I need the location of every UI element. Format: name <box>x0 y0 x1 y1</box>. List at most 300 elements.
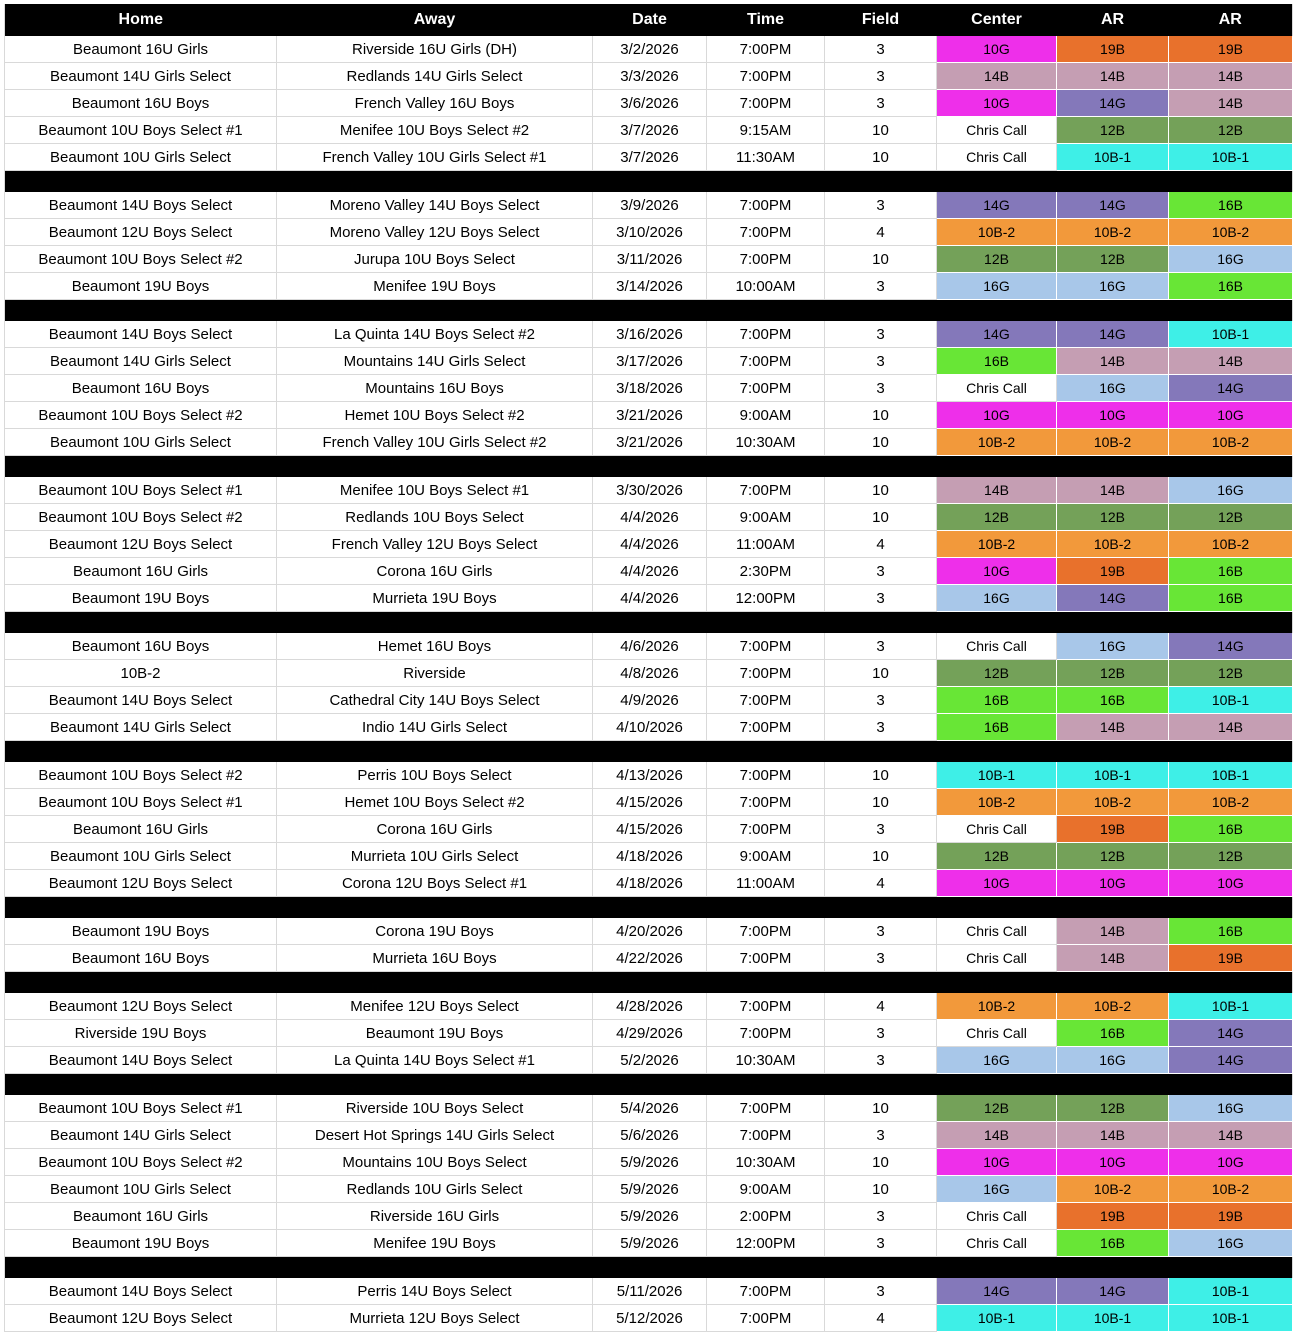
ar2-cell: 10B-2 <box>1169 531 1293 558</box>
ar1-cell: 14B <box>1057 945 1169 972</box>
field-cell: 10 <box>825 402 937 429</box>
field-cell: 10 <box>825 429 937 456</box>
home-cell: Beaumont 14U Boys Select <box>5 1278 277 1305</box>
away-cell: Mountains 14U Girls Select <box>277 348 593 375</box>
ar2-cell: 16B <box>1169 192 1293 219</box>
column-header-field: Field <box>825 4 937 36</box>
away-cell: Menifee 19U Boys <box>277 273 593 300</box>
date-cell: 5/9/2026 <box>593 1149 707 1176</box>
ar2-cell: 10B-1 <box>1169 321 1293 348</box>
ar1-cell: 16G <box>1057 375 1169 402</box>
schedule-row <box>5 1176 1293 1203</box>
ar1-cell: 12B <box>1057 246 1169 273</box>
section-separator-bar <box>5 897 1293 919</box>
time-cell: 10:30AM <box>707 1047 825 1074</box>
away-cell: Beaumont 19U Boys <box>277 1020 593 1047</box>
date-cell: 5/6/2026 <box>593 1122 707 1149</box>
ar1-cell: 14G <box>1057 192 1169 219</box>
home-cell: Beaumont 16U Girls <box>5 816 277 843</box>
center-cell: 16G <box>937 1047 1057 1074</box>
away-cell: Hemet 10U Boys Select #2 <box>277 789 593 816</box>
center-cell: 16G <box>937 1176 1057 1203</box>
time-cell: 7:00PM <box>707 714 825 741</box>
schedule-row <box>5 660 1293 687</box>
schedule-row <box>5 36 1293 63</box>
away-cell: Murrieta 19U Boys <box>277 585 593 612</box>
ar2-cell: 19B <box>1169 945 1293 972</box>
field-cell: 4 <box>825 1305 937 1332</box>
home-cell: Beaumont 16U Boys <box>5 945 277 972</box>
time-cell: 7:00PM <box>707 1305 825 1332</box>
field-cell: 3 <box>825 63 937 90</box>
time-cell: 7:00PM <box>707 789 825 816</box>
center-cell: 16G <box>937 273 1057 300</box>
home-cell: Beaumont 10U Boys Select #2 <box>5 246 277 273</box>
center-cell: 10G <box>937 36 1057 63</box>
home-cell: Beaumont 10U Girls Select <box>5 144 277 171</box>
schedule-row <box>5 192 1293 219</box>
time-cell: 9:00AM <box>707 843 825 870</box>
away-cell: Menifee 10U Boys Select #1 <box>277 477 593 504</box>
field-cell: 3 <box>825 375 937 402</box>
schedule-row <box>5 273 1293 300</box>
ar1-cell: 19B <box>1057 36 1169 63</box>
away-cell: Corona 19U Boys <box>277 918 593 945</box>
date-cell: 4/6/2026 <box>593 633 707 660</box>
ar1-cell: 14G <box>1057 321 1169 348</box>
schedule-row <box>5 816 1293 843</box>
schedule-row <box>5 1305 1293 1332</box>
time-cell: 7:00PM <box>707 945 825 972</box>
schedule-row <box>5 687 1293 714</box>
section-separator <box>5 1257 1293 1279</box>
ar1-cell: 12B <box>1057 660 1169 687</box>
ar1-cell: 10B-2 <box>1057 789 1169 816</box>
field-cell: 3 <box>825 585 937 612</box>
ar2-cell: 10B-2 <box>1169 429 1293 456</box>
home-cell: Beaumont 12U Boys Select <box>5 219 277 246</box>
ar2-cell: 14B <box>1169 63 1293 90</box>
away-cell: Redlands 10U Boys Select <box>277 504 593 531</box>
ar2-cell: 14B <box>1169 348 1293 375</box>
ar1-cell: 10B-2 <box>1057 531 1169 558</box>
schedule-row <box>5 246 1293 273</box>
section-separator-bar <box>5 456 1293 478</box>
section-separator <box>5 741 1293 763</box>
center-cell: 12B <box>937 246 1057 273</box>
home-cell: Beaumont 10U Boys Select #2 <box>5 504 277 531</box>
column-header-ar-1: AR <box>1057 4 1169 36</box>
ar2-cell: 10B-1 <box>1169 993 1293 1020</box>
home-cell: Beaumont 10U Boys Select #1 <box>5 477 277 504</box>
field-cell: 10 <box>825 246 937 273</box>
ar1-cell: 19B <box>1057 1203 1169 1230</box>
ar1-cell: 16G <box>1057 633 1169 660</box>
schedule-row <box>5 1047 1293 1074</box>
away-cell: Moreno Valley 12U Boys Select <box>277 219 593 246</box>
field-cell: 3 <box>825 1122 937 1149</box>
schedule-row <box>5 531 1293 558</box>
schedule-row <box>5 558 1293 585</box>
column-header-date: Date <box>593 4 707 36</box>
section-separator-bar <box>5 1074 1293 1096</box>
section-separator-bar <box>5 972 1293 994</box>
ar1-cell: 10B-2 <box>1057 429 1169 456</box>
home-cell: Beaumont 10U Boys Select #1 <box>5 117 277 144</box>
away-cell: Jurupa 10U Boys Select <box>277 246 593 273</box>
section-separator-bar <box>5 171 1293 193</box>
schedule-row <box>5 477 1293 504</box>
away-cell: French Valley 10U Girls Select #2 <box>277 429 593 456</box>
center-cell: 10G <box>937 402 1057 429</box>
time-cell: 7:00PM <box>707 219 825 246</box>
date-cell: 3/21/2026 <box>593 402 707 429</box>
ar2-cell: 14B <box>1169 1122 1293 1149</box>
time-cell: 7:00PM <box>707 321 825 348</box>
center-cell: 14B <box>937 1122 1057 1149</box>
ar1-cell: 16G <box>1057 273 1169 300</box>
time-cell: 7:00PM <box>707 816 825 843</box>
ar1-cell: 14B <box>1057 348 1169 375</box>
field-cell: 3 <box>825 816 937 843</box>
field-cell: 10 <box>825 1095 937 1122</box>
schedule-row <box>5 1230 1293 1257</box>
time-cell: 10:30AM <box>707 429 825 456</box>
field-cell: 3 <box>825 945 937 972</box>
field-cell: 10 <box>825 504 937 531</box>
schedule-row <box>5 1203 1293 1230</box>
time-cell: 9:00AM <box>707 402 825 429</box>
header-row <box>5 4 1293 36</box>
center-cell: Chris Call <box>937 144 1057 171</box>
date-cell: 4/13/2026 <box>593 762 707 789</box>
schedule-row <box>5 321 1293 348</box>
schedule-row <box>5 870 1293 897</box>
time-cell: 7:00PM <box>707 633 825 660</box>
time-cell: 11:00AM <box>707 870 825 897</box>
time-cell: 9:00AM <box>707 1176 825 1203</box>
schedule-row <box>5 1122 1293 1149</box>
center-cell: 10B-2 <box>937 531 1057 558</box>
home-cell: Beaumont 14U Boys Select <box>5 1047 277 1074</box>
center-cell: 12B <box>937 843 1057 870</box>
date-cell: 5/9/2026 <box>593 1230 707 1257</box>
ar1-cell: 10B-1 <box>1057 1305 1169 1332</box>
time-cell: 7:00PM <box>707 1020 825 1047</box>
date-cell: 4/22/2026 <box>593 945 707 972</box>
ar1-cell: 14G <box>1057 1278 1169 1305</box>
date-cell: 3/16/2026 <box>593 321 707 348</box>
column-header-center: Center <box>937 4 1057 36</box>
home-cell: Beaumont 12U Boys Select <box>5 531 277 558</box>
ar2-cell: 10B-1 <box>1169 762 1293 789</box>
section-separator <box>5 612 1293 634</box>
away-cell: Corona 16U Girls <box>277 816 593 843</box>
schedule-row <box>5 144 1293 171</box>
time-cell: 7:00PM <box>707 1122 825 1149</box>
schedule-table-header <box>5 4 1293 36</box>
section-separator <box>5 300 1293 322</box>
date-cell: 3/11/2026 <box>593 246 707 273</box>
ar1-cell: 12B <box>1057 1095 1169 1122</box>
time-cell: 2:30PM <box>707 558 825 585</box>
center-cell: 10G <box>937 90 1057 117</box>
ar2-cell: 16B <box>1169 585 1293 612</box>
date-cell: 4/28/2026 <box>593 993 707 1020</box>
field-cell: 3 <box>825 273 937 300</box>
home-cell: Beaumont 10U Boys Select #2 <box>5 762 277 789</box>
away-cell: Murrieta 12U Boys Select <box>277 1305 593 1332</box>
ar2-cell: 10B-1 <box>1169 1278 1293 1305</box>
schedule-row <box>5 633 1293 660</box>
center-cell: Chris Call <box>937 375 1057 402</box>
ar2-cell: 12B <box>1169 660 1293 687</box>
time-cell: 7:00PM <box>707 993 825 1020</box>
ar2-cell: 19B <box>1169 36 1293 63</box>
field-cell: 4 <box>825 870 937 897</box>
column-header-ar-2: AR <box>1169 4 1293 36</box>
date-cell: 3/2/2026 <box>593 36 707 63</box>
ar2-cell: 10G <box>1169 1149 1293 1176</box>
away-cell: Menifee 19U Boys <box>277 1230 593 1257</box>
center-cell: Chris Call <box>937 1020 1057 1047</box>
home-cell: 10B-2 <box>5 660 277 687</box>
away-cell: La Quinta 14U Boys Select #2 <box>277 321 593 348</box>
center-cell: 16B <box>937 348 1057 375</box>
time-cell: 11:30AM <box>707 144 825 171</box>
ar2-cell: 16G <box>1169 477 1293 504</box>
field-cell: 10 <box>825 1149 937 1176</box>
ar1-cell: 14B <box>1057 918 1169 945</box>
away-cell: Murrieta 16U Boys <box>277 945 593 972</box>
ar2-cell: 14G <box>1169 633 1293 660</box>
field-cell: 10 <box>825 762 937 789</box>
ar2-cell: 16B <box>1169 558 1293 585</box>
ar1-cell: 14G <box>1057 90 1169 117</box>
ar1-cell: 16G <box>1057 1047 1169 1074</box>
ar1-cell: 12B <box>1057 843 1169 870</box>
schedule-row <box>5 762 1293 789</box>
ar1-cell: 19B <box>1057 558 1169 585</box>
schedule-row <box>5 843 1293 870</box>
time-cell: 7:00PM <box>707 348 825 375</box>
center-cell: 12B <box>937 660 1057 687</box>
schedule-row <box>5 504 1293 531</box>
schedule-row <box>5 1149 1293 1176</box>
time-cell: 7:00PM <box>707 36 825 63</box>
ar2-cell: 16G <box>1169 1230 1293 1257</box>
section-separator <box>5 456 1293 478</box>
field-cell: 10 <box>825 477 937 504</box>
ar2-cell: 12B <box>1169 843 1293 870</box>
center-cell: 10B-1 <box>937 1305 1057 1332</box>
time-cell: 7:00PM <box>707 90 825 117</box>
ar1-cell: 14B <box>1057 477 1169 504</box>
ar1-cell: 10B-2 <box>1057 993 1169 1020</box>
schedule-row <box>5 348 1293 375</box>
date-cell: 4/29/2026 <box>593 1020 707 1047</box>
away-cell: Cathedral City 14U Boys Select <box>277 687 593 714</box>
away-cell: Menifee 10U Boys Select #2 <box>277 117 593 144</box>
date-cell: 5/4/2026 <box>593 1095 707 1122</box>
center-cell: 10B-1 <box>937 762 1057 789</box>
ar2-cell: 12B <box>1169 504 1293 531</box>
home-cell: Beaumont 10U Girls Select <box>5 843 277 870</box>
field-cell: 10 <box>825 1176 937 1203</box>
date-cell: 3/3/2026 <box>593 63 707 90</box>
home-cell: Beaumont 16U Boys <box>5 633 277 660</box>
ar2-cell: 14B <box>1169 90 1293 117</box>
home-cell: Beaumont 10U Boys Select #1 <box>5 1095 277 1122</box>
ar2-cell: 16B <box>1169 918 1293 945</box>
home-cell: Beaumont 12U Boys Select <box>5 870 277 897</box>
time-cell: 7:00PM <box>707 63 825 90</box>
ar1-cell: 10B-1 <box>1057 762 1169 789</box>
away-cell: Redlands 14U Girls Select <box>277 63 593 90</box>
time-cell: 10:00AM <box>707 273 825 300</box>
center-cell: 14B <box>937 63 1057 90</box>
home-cell: Beaumont 10U Girls Select <box>5 1176 277 1203</box>
field-cell: 10 <box>825 843 937 870</box>
date-cell: 3/7/2026 <box>593 117 707 144</box>
date-cell: 3/10/2026 <box>593 219 707 246</box>
schedule-row <box>5 918 1293 945</box>
home-cell: Beaumont 19U Boys <box>5 585 277 612</box>
date-cell: 3/30/2026 <box>593 477 707 504</box>
field-cell: 3 <box>825 36 937 63</box>
schedule-row <box>5 1278 1293 1305</box>
ar2-cell: 16G <box>1169 1095 1293 1122</box>
column-header-away: Away <box>277 4 593 36</box>
section-separator <box>5 1074 1293 1096</box>
time-cell: 7:00PM <box>707 762 825 789</box>
center-cell: 10G <box>937 558 1057 585</box>
time-cell: 7:00PM <box>707 687 825 714</box>
schedule-row <box>5 1095 1293 1122</box>
column-header-time: Time <box>707 4 825 36</box>
schedule-table-body <box>5 36 1293 1332</box>
date-cell: 4/8/2026 <box>593 660 707 687</box>
ar1-cell: 10B-2 <box>1057 219 1169 246</box>
center-cell: 14G <box>937 1278 1057 1305</box>
ar2-cell: 14G <box>1169 1020 1293 1047</box>
date-cell: 3/6/2026 <box>593 90 707 117</box>
time-cell: 7:00PM <box>707 246 825 273</box>
away-cell: French Valley 10U Girls Select #1 <box>277 144 593 171</box>
ar2-cell: 10G <box>1169 402 1293 429</box>
center-cell: 10B-2 <box>937 993 1057 1020</box>
schedule-row <box>5 993 1293 1020</box>
home-cell: Beaumont 10U Boys Select #1 <box>5 789 277 816</box>
ar1-cell: 14B <box>1057 714 1169 741</box>
away-cell: Perris 10U Boys Select <box>277 762 593 789</box>
ar2-cell: 10B-2 <box>1169 1176 1293 1203</box>
field-cell: 4 <box>825 993 937 1020</box>
field-cell: 3 <box>825 1230 937 1257</box>
field-cell: 3 <box>825 348 937 375</box>
center-cell: 10G <box>937 1149 1057 1176</box>
ar1-cell: 19B <box>1057 816 1169 843</box>
ar2-cell: 10B-2 <box>1169 219 1293 246</box>
time-cell: 7:00PM <box>707 1278 825 1305</box>
date-cell: 5/2/2026 <box>593 1047 707 1074</box>
date-cell: 4/9/2026 <box>593 687 707 714</box>
time-cell: 7:00PM <box>707 1095 825 1122</box>
ar1-cell: 10G <box>1057 870 1169 897</box>
away-cell: Riverside 16U Girls <box>277 1203 593 1230</box>
section-separator-bar <box>5 300 1293 322</box>
ar2-cell: 19B <box>1169 1203 1293 1230</box>
date-cell: 4/18/2026 <box>593 843 707 870</box>
date-cell: 3/17/2026 <box>593 348 707 375</box>
schedule-row <box>5 90 1293 117</box>
time-cell: 11:00AM <box>707 531 825 558</box>
section-separator <box>5 897 1293 919</box>
center-cell: Chris Call <box>937 117 1057 144</box>
field-cell: 3 <box>825 1278 937 1305</box>
date-cell: 3/7/2026 <box>593 144 707 171</box>
column-header-home: Home <box>5 4 277 36</box>
away-cell: Perris 14U Boys Select <box>277 1278 593 1305</box>
ar2-cell: 14G <box>1169 375 1293 402</box>
away-cell: Riverside 10U Boys Select <box>277 1095 593 1122</box>
date-cell: 4/4/2026 <box>593 558 707 585</box>
ar1-cell: 10G <box>1057 1149 1169 1176</box>
ar1-cell: 16B <box>1057 1020 1169 1047</box>
ar1-cell: 16B <box>1057 687 1169 714</box>
date-cell: 3/14/2026 <box>593 273 707 300</box>
field-cell: 3 <box>825 1203 937 1230</box>
away-cell: Menifee 12U Boys Select <box>277 993 593 1020</box>
ar1-cell: 10B-1 <box>1057 144 1169 171</box>
field-cell: 10 <box>825 789 937 816</box>
ar1-cell: 12B <box>1057 504 1169 531</box>
time-cell: 9:15AM <box>707 117 825 144</box>
center-cell: Chris Call <box>937 1203 1057 1230</box>
ar2-cell: 14B <box>1169 714 1293 741</box>
home-cell: Beaumont 10U Girls Select <box>5 429 277 456</box>
home-cell: Beaumont 12U Boys Select <box>5 993 277 1020</box>
center-cell: 12B <box>937 1095 1057 1122</box>
center-cell: 16B <box>937 714 1057 741</box>
home-cell: Beaumont 14U Girls Select <box>5 348 277 375</box>
ar2-cell: 16B <box>1169 273 1293 300</box>
home-cell: Beaumont 14U Girls Select <box>5 714 277 741</box>
away-cell: Mountains 10U Boys Select <box>277 1149 593 1176</box>
ar2-cell: 10B-1 <box>1169 144 1293 171</box>
schedule-row <box>5 789 1293 816</box>
section-separator-bar <box>5 612 1293 634</box>
date-cell: 4/4/2026 <box>593 585 707 612</box>
home-cell: Beaumont 19U Boys <box>5 918 277 945</box>
time-cell: 2:00PM <box>707 1203 825 1230</box>
field-cell: 3 <box>825 1047 937 1074</box>
date-cell: 5/12/2026 <box>593 1305 707 1332</box>
schedule-row <box>5 429 1293 456</box>
ar1-cell: 16B <box>1057 1230 1169 1257</box>
ar2-cell: 16B <box>1169 816 1293 843</box>
away-cell: La Quinta 14U Boys Select #1 <box>277 1047 593 1074</box>
center-cell: Chris Call <box>937 1230 1057 1257</box>
center-cell: Chris Call <box>937 918 1057 945</box>
center-cell: Chris Call <box>937 816 1057 843</box>
time-cell: 7:00PM <box>707 918 825 945</box>
center-cell: 14G <box>937 192 1057 219</box>
section-separator-bar <box>5 1257 1293 1279</box>
section-separator-bar <box>5 741 1293 763</box>
ar2-cell: 12B <box>1169 117 1293 144</box>
time-cell: 12:00PM <box>707 1230 825 1257</box>
